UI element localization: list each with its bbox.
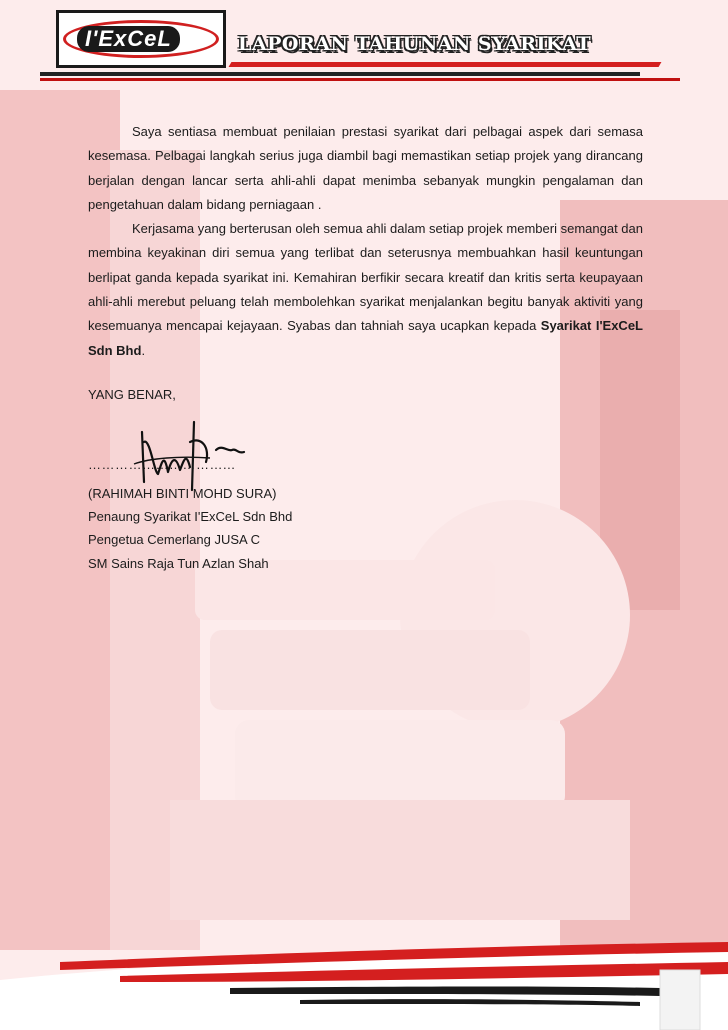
- logo-text: I'ExCeL: [77, 26, 180, 52]
- page-header: [0, 0, 728, 100]
- paragraph-2: [88, 217, 643, 363]
- report-title: LAPORAN TAHUNAN SYARIKAT: [238, 33, 591, 55]
- footer-swoosh: [0, 940, 728, 1030]
- paragraph-1: Saya sentiasa membuat penilaian prestasi syarikat dari pelbagai aspek dari semasa kesemasa. Pelbagai langkah serius juga diambil bagi memastikan setiap projek yang dirancang berjalan dengan lancar serta ahli-ahli dapat menimba sebanyak mungkin pengalaman dan pengetahuan dalam bidang perniagaan .: [88, 124, 643, 212]
- signatory-school: SM Sains Raja Tun Azlan Shah: [88, 555, 269, 571]
- company-name: Syarikat I'ExCeL Sdn Bhd: [88, 318, 643, 358]
- report-title-banner: [226, 30, 666, 60]
- signature-line: …………………………...: [88, 457, 236, 472]
- signatory-details: [88, 482, 292, 575]
- company-logo: [56, 10, 226, 68]
- closing-salutation: YANG BENAR,: [88, 387, 176, 402]
- paragraph-2-end: .: [141, 342, 146, 358]
- signatory-role-2: Pengetua Cemerlang JUSA C: [88, 532, 260, 548]
- signatory-role-1: Penaung Syarikat I'ExCeL Sdn Bhd: [88, 509, 293, 525]
- paragraph-2-text: Kerjasama yang berterusan oleh semua ahli dalam setiap projek memberi semangat dan membina keyakinan diri semua yang terlibat dan seterusnya membuahkan hasil keuntungan berlipat ganda kepada syarikat ini. Kemahiran berfikir secara kreatif dan kritis serta keupayaan ahli-ahli merebut peluang telah membolehkan syarikat menjalankan begitu banyak aktiviti yang kesemuanya mencapai kejayaan. Syabas dan tahniah saya ucapkan kepada: [88, 221, 643, 334]
- header-red-stripe: [229, 62, 662, 67]
- signatory-name: (RAHIMAH BINTI MOHD SURA): [88, 486, 277, 501]
- header-black-stripe: [40, 72, 640, 76]
- header-red-line: [40, 78, 680, 81]
- letter-body: [88, 120, 643, 363]
